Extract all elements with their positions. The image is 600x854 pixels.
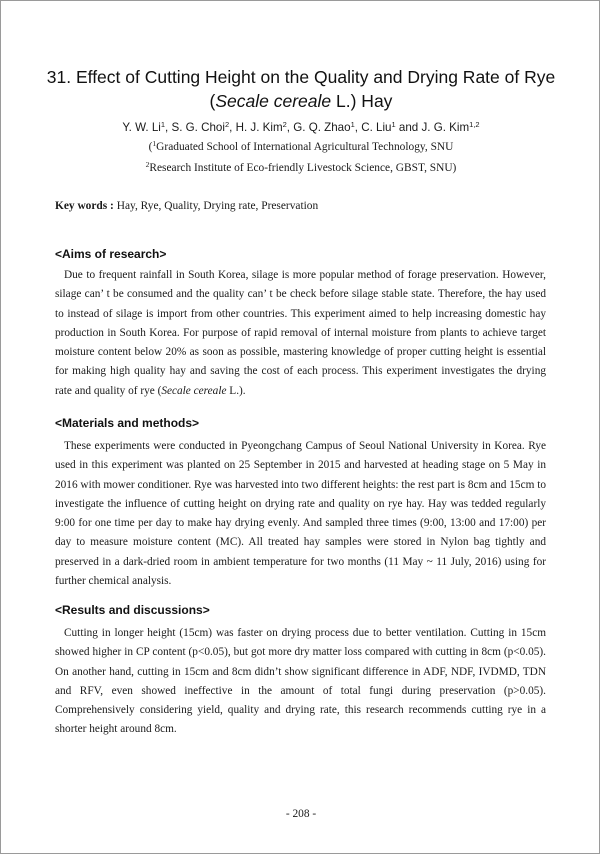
title-line-2 [41, 89, 561, 113]
author: G. Q. Zhao$^1$ [293, 120, 355, 134]
keywords-text: Hay, Rye, Quality, Drying rate, Preservation [116, 200, 319, 212]
author: C. Liu$^1$ [361, 120, 396, 134]
section-body-methods: These experiments were conducted in Pyeongchang Campus of Seoul National University in Korea. Rye used in this experiment was planted on 25 September in 2015 and harvested at heading stage on 5 May in 2016 with mower conditioner. Rye was harvested into two different heights: the rest part is 8cm and 15cm to investigate the influence of cutting height on drying rate and quality on rye hay. Hay was tedded regularly 9:00 for one time per day to make hay drying evenly. And sampled three times (9:00, 13:00 and 17:00) per day to measure moisture content (MC). All treated hay samples were stored in Nylon bag tightly and preserved in a dark-dried room in ambient temperature for two months (11 May ~ 11 July, 2016) using for further chemical analysis. [55, 440, 546, 588]
paper-title [41, 65, 561, 113]
author-list: Y. W. Li$^1$, S. G. Choi$^2$, H. J. Kim$^2$, G. Q. Zhao$^1$, C. Liu$^1$ and J. G. Kim$^{1,2}$ [122, 120, 480, 134]
affiliation-2: $^2$Research Institute of Eco-friendly Livestock Science, GBST, SNU) [145, 160, 457, 174]
affiliation-1: ($^1$Graduated School of International Agricultural Technology, SNU [148, 139, 454, 153]
species-name: Secale cereale [161, 384, 227, 397]
title-species-name: Secale cereale [215, 91, 332, 111]
section-body-results: Cutting in longer height (15cm) was faster on drying process due to better ventilation. Cutting in 15cm showed higher in CP content (p<0.05), but got more dry matter loss compared with cutting in 8cm (p<0.05). On another hand, cutting in 15cm and 8cm didn’t show significant difference in ADF, NDF, IVDMD, TDN and RFV, even showed ineffective in the amount of total fungi during preservation (p>0.05). Comprehensively considering yield, quality and drying rate, this research recommends cutting rye in a shorter height around 8cm. [55, 627, 546, 736]
section-heading-aims: <Aims of research> [55, 247, 167, 261]
page-number: - 208 - [285, 808, 317, 820]
title-line-1: 31. Effect of Cutting Height on the Quality and Drying Rate of Rye [46, 67, 556, 87]
author: S. G. Choi$^2$ [171, 120, 230, 134]
keywords [55, 199, 318, 214]
author: J. G. Kim$^{1,2}$ [421, 120, 480, 134]
keywords-label: Key words : [55, 200, 114, 212]
author: Y. W. Li$^1$ [122, 120, 166, 134]
title-line-2-rest: L.) Hay [331, 91, 393, 111]
author: H. J. Kim$^2$ [235, 120, 287, 134]
title-open-paren: ( [209, 91, 216, 111]
section-heading-methods: <Materials and methods> [55, 416, 200, 430]
section-heading-results: <Results and discussions> [55, 603, 210, 617]
section-body-aims: Due to frequent rainfall in South Korea, silage is more popular method of forage preservation. However, silage can’ t be consumed and the quality can’ t be check before silage stable state. Therefore, the hay used to instead of silage is import from other countries. This experiment aimed to help increasing domestic hay production in South Korea. For purpose of rapid removal of internal moisture from plants to achieve target moisture content below 20% as soon as possible, mastering knowledge of proper cutting height is essential for making high quality hay and saving the cost of each process. This experiment investigates the drying rate and quality of rye (Secale cereale L.). [55, 269, 546, 397]
